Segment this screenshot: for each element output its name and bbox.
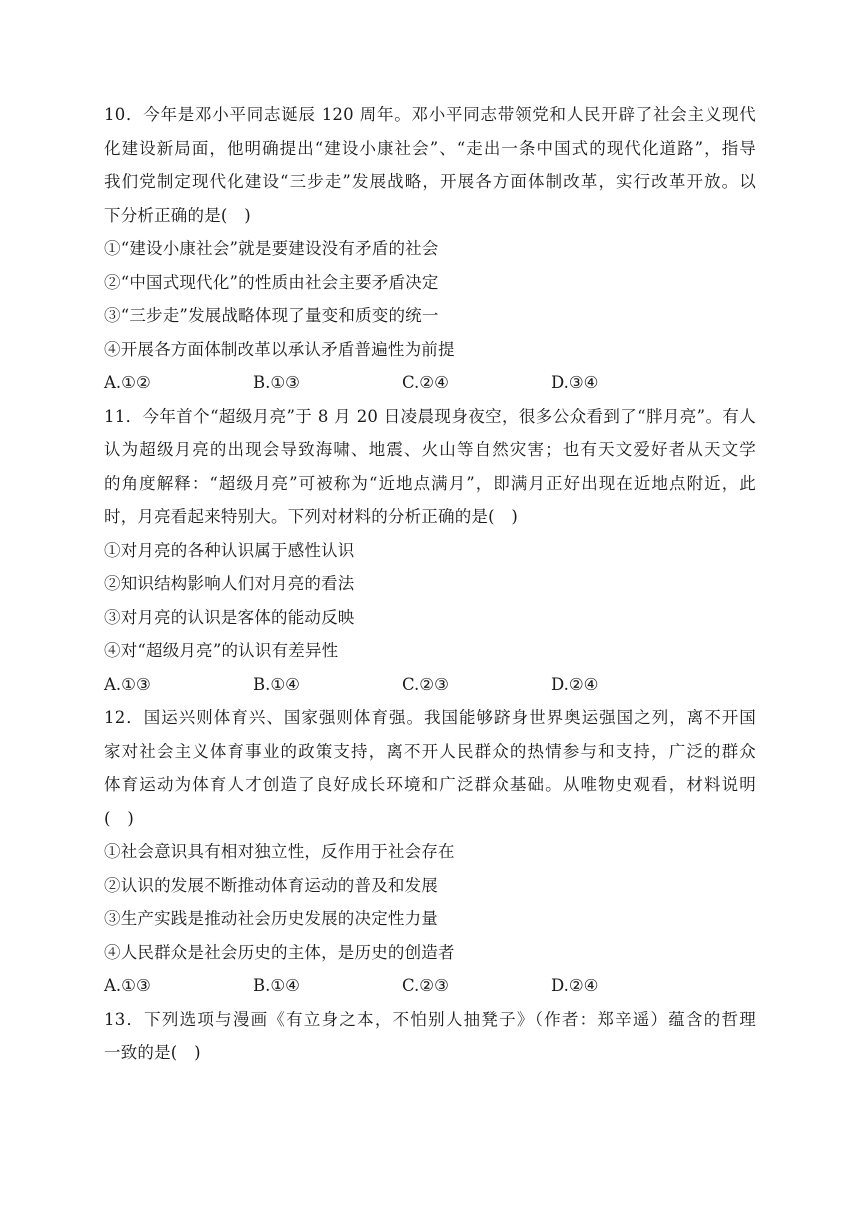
option-d: D.③④	[551, 373, 599, 392]
document-page	[104, 98, 756, 1070]
question-stem-line: 10．今年是邓小平同志诞辰 120 周年。邓小平同志带领党和人民开辟了社会主义现代	[104, 105, 756, 124]
statement-item: ①社会意识具有相对独立性，反作用于社会存在	[104, 842, 455, 861]
option-c: C.②③	[402, 674, 449, 694]
statement-item: ①对月亮的各种认识属于感性认识	[104, 540, 355, 560]
question-stem-line: 11．今年首个“超级月亮”于 8 月 20 日凌晨现身夜空，很多公众看到了“胖月亮”。有人	[104, 406, 756, 426]
answer-options	[104, 969, 756, 1003]
statement-item: ③“三步走”发展战略体现了量变和质变的统一	[104, 306, 439, 325]
option-b: B.①③	[253, 373, 300, 392]
question-stem-line: 下分析正确的是( )	[104, 205, 251, 225]
option-b: B.①④	[253, 976, 300, 995]
question-13	[104, 1003, 756, 1070]
option-d: D.②④	[551, 674, 599, 694]
option-a: A.①③	[104, 976, 151, 995]
question-stem-line: 化建设新局面，他明确提出“建设小康社会”、“走出一条中国式的现代化道路”，指导	[104, 138, 756, 158]
statement-item: ③生产实践是推动社会历史发展的决定性力量	[104, 909, 438, 928]
question-stem-line: 12．国运兴则体育兴、国家强则体育强。我国能够跻身世界奥运强国之列，离不开国	[104, 708, 756, 727]
question-11	[104, 400, 756, 702]
statement-item: ②“中国式现代化”的性质由社会主要矛盾决定	[104, 272, 439, 292]
question-stem-line: 我们党制定现代化建设“三步走”发展战略，开展各方面体制改革，实行改革开放。以	[104, 172, 756, 191]
statement-item: ④对“超级月亮”的认识有差异性	[104, 641, 339, 660]
question-stem-line: 的角度解释：“超级月亮”可被称为“近地点满月”，即满月正好出现在近地点附近，此	[104, 473, 756, 493]
option-c: C.②④	[402, 373, 449, 392]
question-stem-line: 体育运动为体育人才创造了良好成长环境和广泛群众基础。从唯物史观看，材料说明	[104, 775, 756, 794]
question-10	[104, 98, 756, 400]
answer-options	[104, 366, 756, 400]
question-stem-line: 时，月亮看起来特别大。下列对材料的分析正确的是( )	[104, 507, 519, 526]
option-c: C.②③	[402, 976, 449, 995]
option-b: B.①④	[253, 674, 300, 694]
question-stem-line: 13．下列选项与漫画《有立身之本，不怕别人抽凳子》（作者：郑辛遥）蕴含的哲理	[104, 1009, 756, 1029]
answer-options	[104, 668, 756, 702]
question-stem-line: 一致的是( )	[104, 1043, 201, 1062]
statement-item: ④人民群众是社会历史的主体，是历史的创造者	[104, 942, 455, 962]
option-a: A.①②	[104, 373, 151, 392]
question-stem-line: 认为超级月亮的出现会导致海啸、地震、火山等自然灾害；也有天文爱好者从天文学	[104, 440, 756, 459]
question-stem-line: 家对社会主义体育事业的政策支持，离不开人民群众的热情参与和支持，广泛的群众	[104, 741, 756, 761]
question-12	[104, 701, 756, 1003]
option-a: A.①③	[104, 674, 151, 694]
question-stem-line: ( )	[104, 808, 134, 828]
statement-item: ③对月亮的认识是客体的能动反映	[104, 607, 355, 627]
statement-item: ①“建设小康社会”就是要建设没有矛盾的社会	[104, 239, 439, 258]
statement-item: ②认识的发展不断推动体育运动的普及和发展	[104, 875, 438, 895]
statement-item: ④开展各方面体制改革以承认矛盾普遍性为前提	[104, 339, 455, 359]
statement-item: ②知识结构影响人们对月亮的看法	[104, 574, 355, 593]
option-d: D.②④	[551, 976, 599, 995]
